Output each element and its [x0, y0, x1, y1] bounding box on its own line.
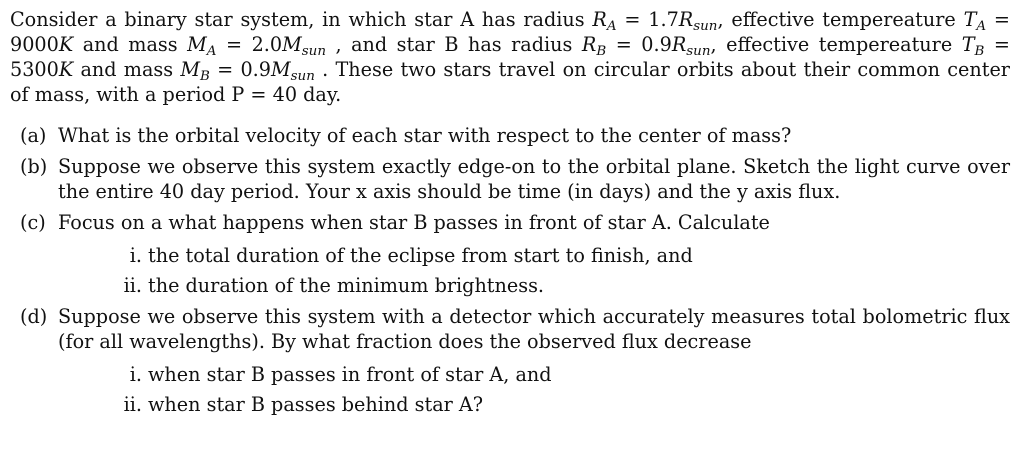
- sub-question-label: i.: [129, 363, 142, 386]
- sub-question-label: ii.: [123, 393, 142, 416]
- sub-question-list: [58, 362, 1010, 417]
- intro-text-7: . These two stars travel on circular orbits about their common center of mass, with a period P = 40 day.: [10, 58, 1010, 106]
- sub-question-label: ii.: [123, 274, 142, 297]
- question-c: [10, 210, 1010, 298]
- sub-question-list: [58, 243, 1010, 298]
- radius-a-value: = 1.7: [616, 8, 679, 31]
- radius-b-value: = 0.9: [606, 33, 672, 56]
- problem-document: [10, 7, 1010, 423]
- question-b: [10, 154, 1010, 204]
- sub-question-d-i: [120, 362, 1010, 387]
- question-label: (a): [20, 124, 47, 147]
- radius-a-unit: R: [678, 8, 694, 31]
- sub-question-c-i: [120, 243, 1010, 268]
- temp-a-symbol: T: [963, 8, 977, 31]
- intro-text-4: , and star B has radius: [325, 33, 582, 56]
- question-list: [10, 123, 1010, 417]
- mass-a-value: = 2.0: [216, 33, 283, 56]
- intro-text-6: and mass: [73, 58, 181, 81]
- question-label: (c): [20, 211, 46, 234]
- question-text: Suppose we observe this system with a detector which accurately measures total bolometric flux (for all wavelengths). By what fraction does the observed flux decrease: [58, 305, 1010, 353]
- radius-a-unit-subscript: sun: [693, 19, 718, 35]
- mass-b-symbol: M: [180, 58, 201, 81]
- intro-text-5: , effective tempereature: [710, 33, 962, 56]
- mass-b-subscript: B: [200, 69, 210, 85]
- temp-a-subscript: A: [976, 19, 987, 35]
- temp-b-unit: K: [58, 58, 74, 81]
- mass-b-unit-subscript: sun: [290, 69, 315, 85]
- question-d: [10, 304, 1010, 417]
- mass-b-value: = 0.9: [209, 58, 271, 81]
- question-text: Suppose we observe this system exactly edge-on to the orbital plane. Sketch the light curve over the entire 40 day period. Your x axis should be time (in days) and the y axis flux.: [58, 155, 1010, 203]
- mass-a-unit: M: [282, 33, 302, 56]
- temp-b-subscript: B: [974, 44, 985, 60]
- problem-intro: [10, 7, 1010, 107]
- sub-question-text: the total duration of the eclipse from start to finish, and: [148, 244, 693, 267]
- mass-a-unit-subscript: sun: [301, 44, 326, 60]
- sub-question-text: the duration of the minimum brightness.: [148, 274, 545, 297]
- radius-b-subscript: B: [596, 44, 607, 60]
- sub-question-text: when star B passes in front of star A, and: [148, 363, 552, 386]
- sub-question-d-ii: [120, 392, 1010, 417]
- radius-a-subscript: A: [606, 19, 617, 35]
- intro-text-2: , effective tempereature: [717, 8, 964, 31]
- mass-b-unit: M: [271, 58, 291, 81]
- question-a: [10, 123, 1010, 148]
- temp-a-value: = 9000: [10, 8, 1010, 56]
- radius-b-unit-subscript: sun: [686, 44, 711, 60]
- question-label: (b): [20, 155, 48, 178]
- intro-text-1: Consider a binary star system, in which star A has radius: [10, 8, 593, 31]
- mass-a-subscript: A: [206, 44, 217, 60]
- radius-a-symbol: R: [592, 8, 607, 31]
- sub-question-label: i.: [129, 244, 142, 267]
- temp-b-symbol: T: [961, 33, 975, 56]
- radius-b-symbol: R: [581, 33, 597, 56]
- question-text: Focus on a what happens when star B passes in front of star A. Calculate: [58, 211, 770, 234]
- sub-question-c-ii: [120, 273, 1010, 298]
- temp-b-value: = 5300: [10, 33, 1010, 81]
- temp-a-unit: K: [58, 33, 74, 56]
- radius-b-unit: R: [671, 33, 687, 56]
- intro-text-3: and mass: [73, 33, 188, 56]
- question-text: What is the orbital velocity of each star with respect to the center of mass?: [58, 124, 792, 147]
- question-label: (d): [20, 305, 48, 328]
- sub-question-text: when star B passes behind star A?: [148, 393, 484, 416]
- mass-a-symbol: M: [187, 33, 207, 56]
